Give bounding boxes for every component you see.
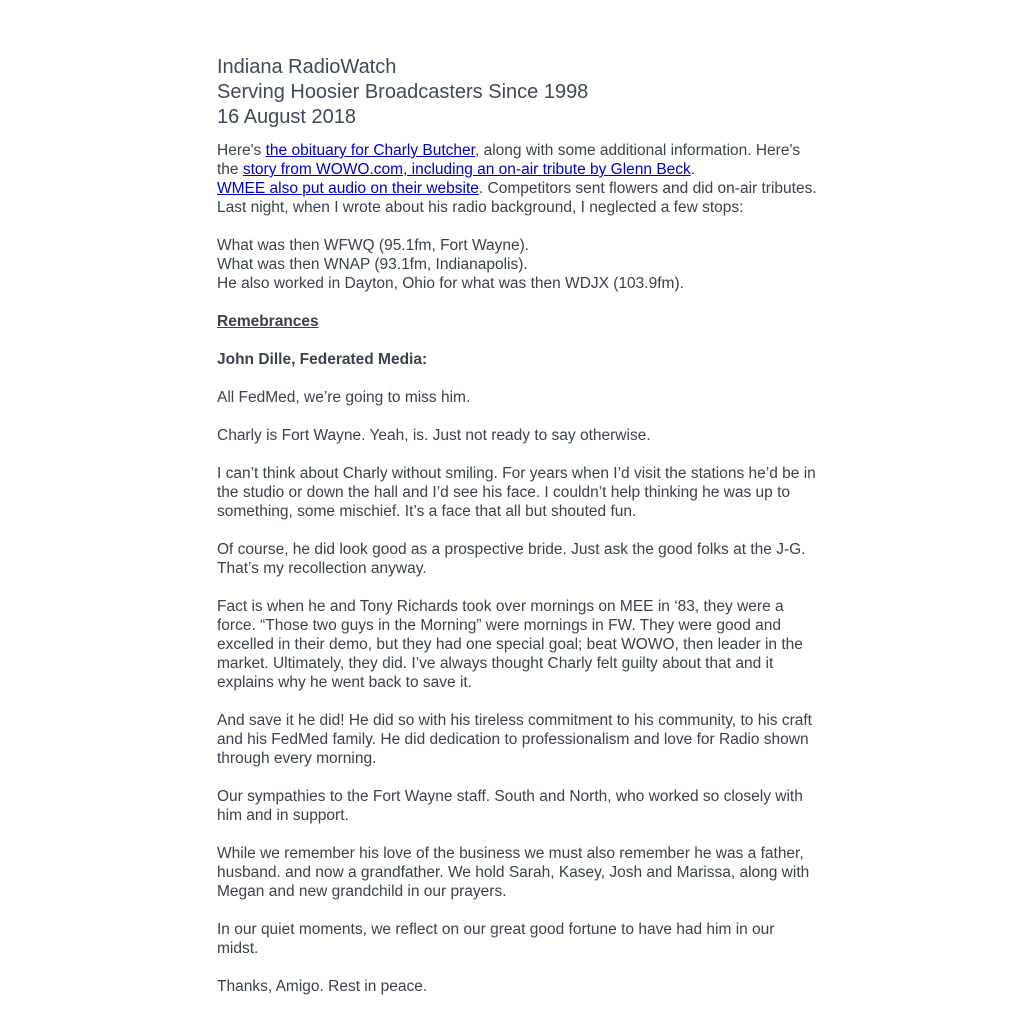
wmee-audio-link[interactable]: WMEE also put audio on their website bbox=[217, 180, 479, 197]
remembrance-paragraph: In our quiet moments, we reflect on our great good fortune to have had him in our midst. bbox=[217, 921, 775, 957]
stop-item: He also worked in Dayton, Ohio for what was then WDJX (103.9fm). bbox=[217, 275, 684, 292]
remembrance-paragraph: While we remember his love of the business we must also remember he was a father, husband. and now a grandfather. We hold Sarah, Kasey, Josh and Marissa, along with Megan and new grandchild in our prayers. bbox=[217, 845, 810, 900]
article bbox=[217, 55, 817, 1015]
remembrance-paragraph: Thanks, Amigo. Rest in peace. bbox=[217, 978, 428, 995]
site-tagline: Serving Hoosier Broadcasters Since 1998 bbox=[217, 81, 589, 103]
remembrance-paragraph: All FedMed, we’re going to miss him. bbox=[217, 389, 471, 406]
article-body bbox=[217, 141, 817, 996]
wowo-story-link[interactable]: story from WOWO.com, including an on-air tribute by Glenn Beck bbox=[242, 161, 691, 178]
remembrance-paragraph: And save it he did! He did so with his tireless commitment to his community, to his craft and his FedMed family. He did dedication to professionalism and love for Radio shown through every morning. bbox=[217, 712, 812, 767]
remembrance-paragraph: Charly is Fort Wayne. Yeah, is. Just not ready to say otherwise. bbox=[217, 427, 651, 444]
stop-item: What was then WNAP (93.1fm, Indianapolis). bbox=[217, 256, 528, 273]
site-name: Indiana RadioWatch bbox=[217, 56, 397, 78]
stop-item: What was then WFWQ (95.1fm, Fort Wayne). bbox=[217, 237, 530, 254]
masthead bbox=[217, 55, 817, 130]
speaker-name: John Dille, Federated Media: bbox=[217, 351, 428, 368]
obituary-link[interactable]: the obituary for Charly Butcher bbox=[265, 142, 475, 159]
stops-list bbox=[217, 236, 817, 293]
remembrance-paragraph: Our sympathies to the Fort Wayne staff. South and North, who worked so closely with him and in support. bbox=[217, 788, 803, 824]
intro-text-1: Here's bbox=[217, 142, 266, 159]
intro-text-4: . Competitors sent flowers and did on-air tributes. Last night, when I wrote about his radio background, I neglected a few stops: bbox=[217, 180, 817, 216]
intro-paragraph bbox=[217, 141, 817, 217]
remembrance-paragraph: Fact is when he and Tony Richards took over mornings on MEE in ‘83, they were a force. “Those two guys in the Morning” were mornings in FW. They were good and excelled in their demo, but they had one special goal; beat WOWO, then leader in the market. Ultimately, they did. I’ve always thought Charly felt guilty about that and it explains why he went back to save it. bbox=[217, 598, 803, 691]
remembrance-text bbox=[217, 388, 817, 996]
remembrance-paragraph: I can’t think about Charly without smiling. For years when I’d visit the stations he’d be in the studio or down the hall and I’d see his face. I couldn’t help thinking he was up to something, some mischief. It’s a face that all but shouted fun. bbox=[217, 465, 816, 520]
section-title: Remebrances bbox=[217, 313, 319, 330]
post-date: 16 August 2018 bbox=[217, 106, 357, 128]
intro-text-2: , along with some additional information. Here's the bbox=[217, 142, 801, 178]
remembrance-paragraph: Of course, he did look good as a prospective bride. Just ask the good folks at the J-G. That’s my recollection anyway. bbox=[217, 541, 806, 577]
intro-text-3: . bbox=[690, 161, 696, 178]
